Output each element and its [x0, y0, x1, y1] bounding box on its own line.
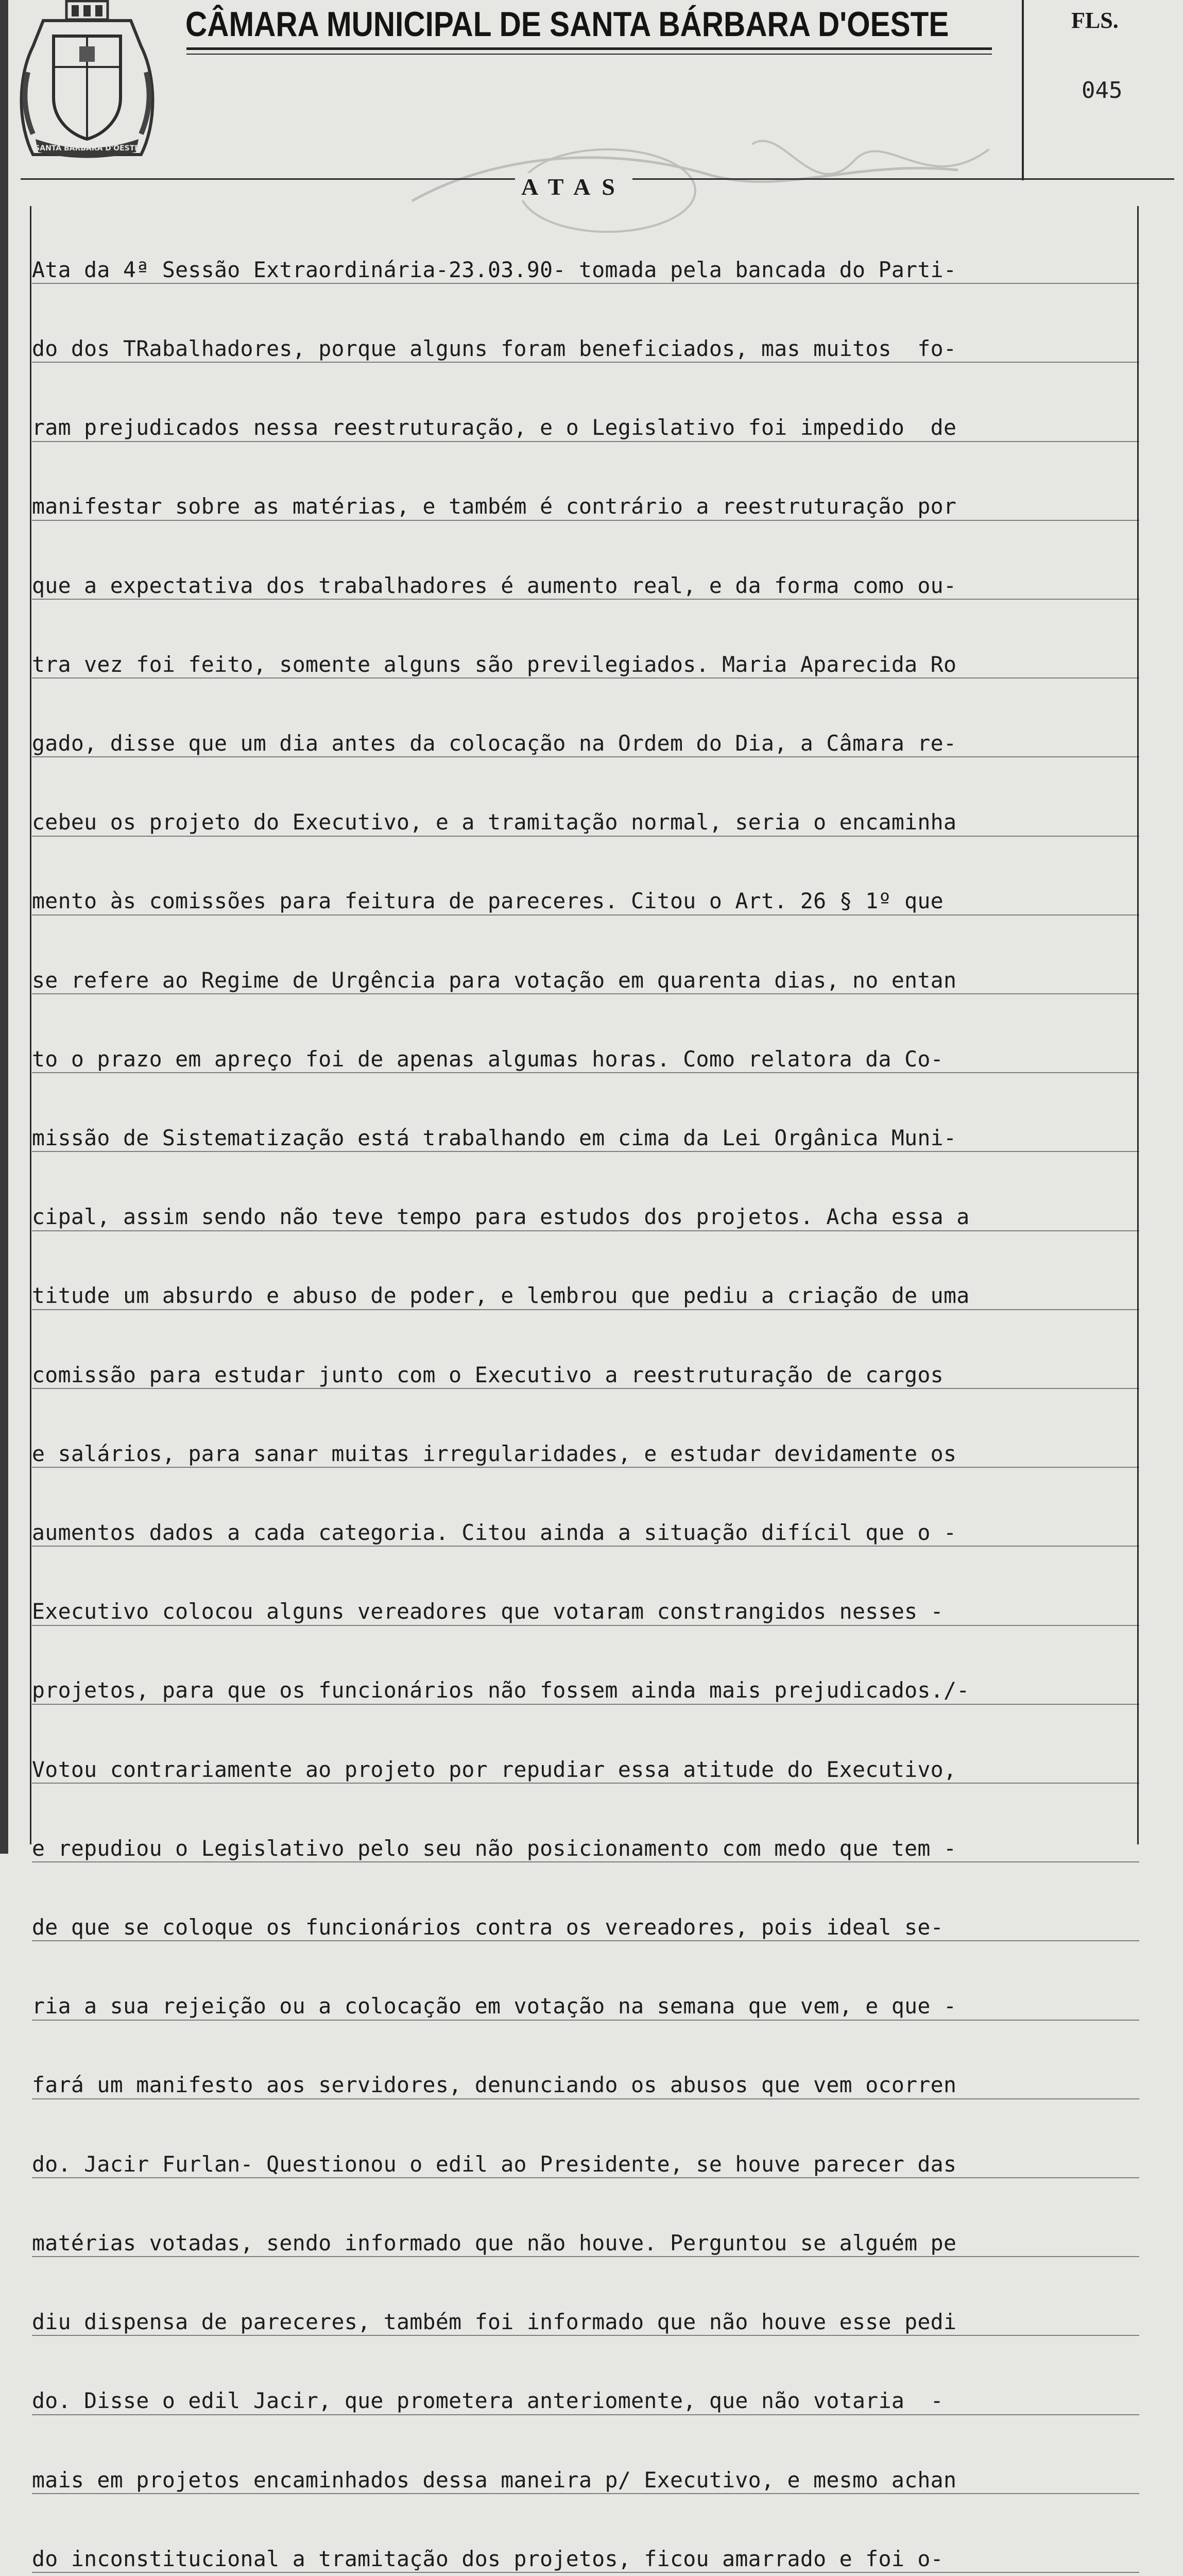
- text-line: manifestar sobre as matérias, e também é contrário a reestruturação por: [32, 494, 1139, 520]
- text-line: Executivo colocou alguns vereadores que votaram constrangidos nesses -: [32, 1599, 1139, 1625]
- text-line: tra vez foi feito, somente alguns são previlegiados. Maria Aparecida Ro: [32, 652, 1139, 679]
- text-line: missão de Sistematização está trabalhando em cima da Lei Orgânica Muni-: [32, 1125, 1139, 1152]
- text-line: do inconstitucional a tramitação dos projetos, ficou amarrado e foi o-: [32, 2546, 1139, 2573]
- crest-caption: SANTA BARBARA D'OESTE: [35, 144, 140, 152]
- text-line: mais em projetos encaminhados dessa maneira p/ Executivo, e mesmo achan: [32, 2467, 1139, 2494]
- header-divider: [186, 54, 992, 55]
- municipal-crest-icon: [12, 0, 162, 161]
- scan-edge: [0, 0, 8, 1854]
- text-line: Ata da 4ª Sessão Extraordinária-23.03.90- tomada pela bancada do Parti-: [32, 257, 1139, 284]
- text-line: fará um manifesto aos servidores, denunciando os abusos que vem ocorren: [32, 2072, 1139, 2099]
- text-line: e salários, para sanar muitas irregularidades, e estudar devidamente os: [32, 1441, 1139, 1468]
- text-line: to o prazo em apreço foi de apenas algumas horas. Como relatora da Co-: [32, 1046, 1139, 1073]
- text-line: que a expectativa dos trabalhadores é aumento real, e da forma como ou-: [32, 573, 1139, 600]
- text-line: ria a sua rejeição ou a colocação em votação na semana que vem, e que -: [32, 1993, 1139, 2020]
- section-title: ATAS: [515, 173, 632, 200]
- page-title: CÂMARA MUNICIPAL DE SANTA BÁRBARA D'OESTE: [185, 5, 949, 44]
- text-line: cipal, assim sendo não teve tempo para estudos dos projetos. Acha essa a: [32, 1204, 1139, 1231]
- left-margin-line: [30, 206, 31, 1844]
- text-line: ram prejudicados nessa reestruturação, e o Legislativo foi impedido de: [32, 415, 1139, 442]
- text-line: do. Jacir Furlan- Questionou o edil ao Presidente, se houve parecer das: [32, 2151, 1139, 2178]
- text-line: cebeu os projeto do Executivo, e a tramitação normal, seria o encaminha: [32, 809, 1139, 836]
- text-line: de que se coloque os funcionários contra os vereadores, pois ideal se-: [32, 1914, 1139, 1941]
- text-line: se refere ao Regime de Urgência para votação em quarenta dias, no entan: [32, 968, 1139, 994]
- text-line: do dos TRabalhadores, porque alguns foram beneficiados, mas muitos fo-: [32, 336, 1139, 363]
- text-line: projetos, para que os funcionários não fossem ainda mais prejudicados./-: [32, 1677, 1139, 1704]
- text-line: Votou contrariamente ao projeto por repudiar essa atitude do Executivo,: [32, 1757, 1139, 1784]
- text-line: do. Disse o edil Jacir, que prometera anteriomente, que não votaria -: [32, 2388, 1139, 2415]
- text-line: titude um absurdo e abuso de poder, e lembrou que pediu a criação de uma: [32, 1283, 1139, 1310]
- text-line: comissão para estudar junto com o Executivo a reestruturação de cargos: [32, 1362, 1139, 1389]
- header-divider: [186, 47, 992, 50]
- text-line: diu dispensa de pareceres, também foi informado que não houve esse pedi: [32, 2309, 1139, 2336]
- text-line: mento às comissões para feitura de pareceres. Citou o Art. 26 § 1º que: [32, 888, 1139, 915]
- text-line: matérias votadas, sendo informado que não houve. Perguntou se alguém pe: [32, 2230, 1139, 2257]
- folio-number: 045: [1082, 77, 1123, 104]
- text-line: gado, disse que um dia antes da colocação na Ordem do Dia, a Câmara re-: [32, 731, 1139, 757]
- folio-label: FLS.: [1071, 8, 1119, 33]
- text-line: aumentos dados a cada categoria. Citou ainda a situação difícil que o -: [32, 1520, 1139, 1547]
- text-line: e repudiou o Legislativo pelo seu não posicionamento com medo que tem -: [32, 1836, 1139, 1862]
- minutes-text: [32, 205, 1139, 2576]
